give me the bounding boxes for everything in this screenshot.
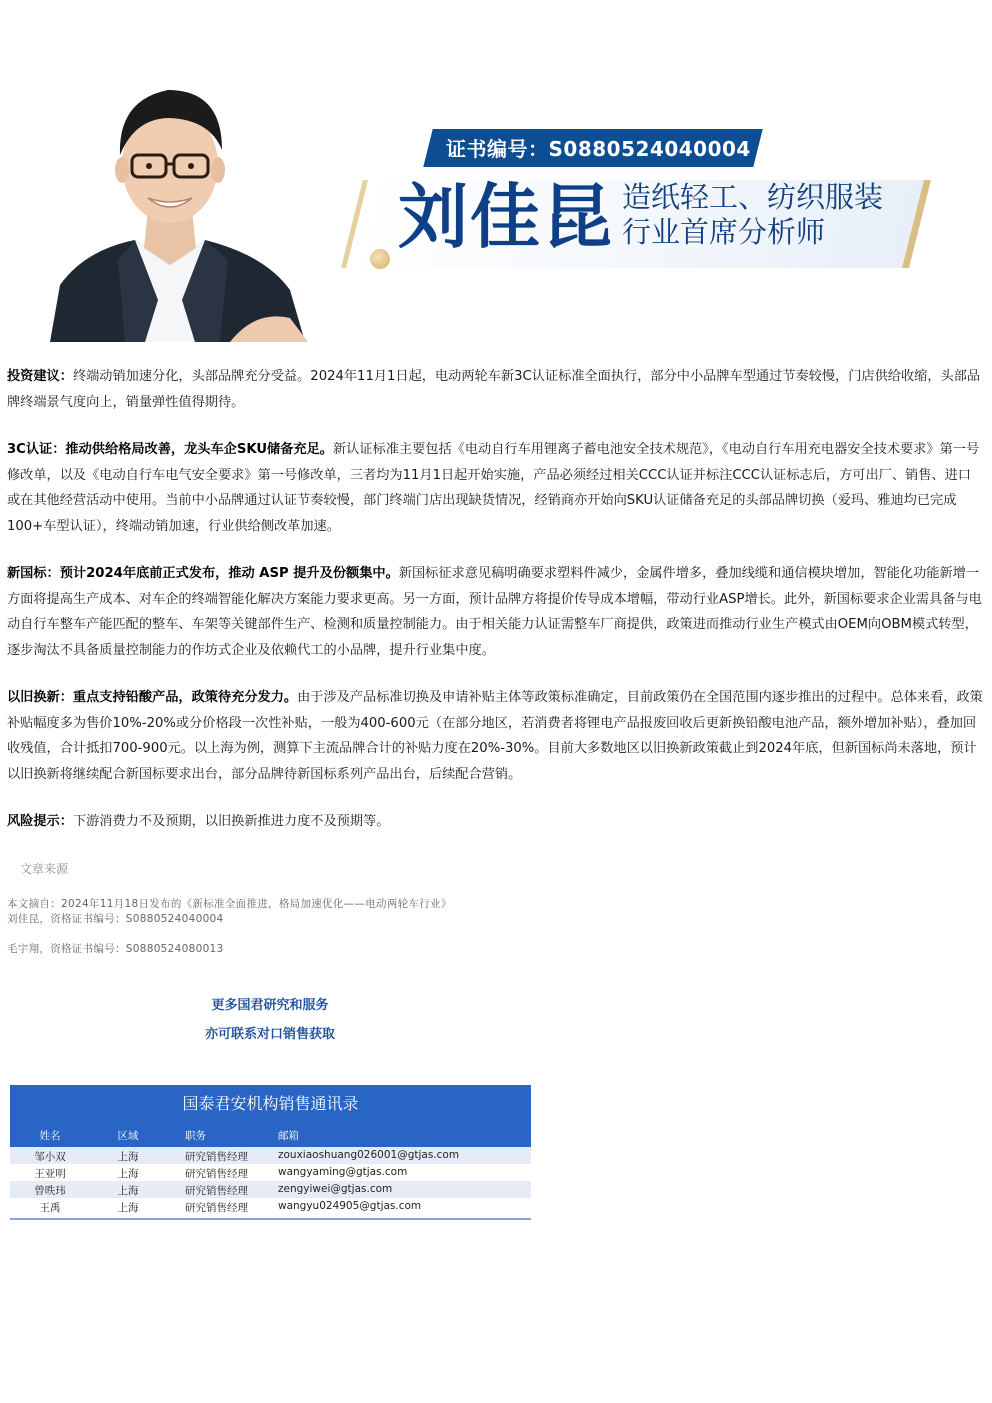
contact-table-title: 国泰君安机构销售通讯录 (10, 1085, 531, 1123)
contact-position: 研究销售经理 (185, 1168, 248, 1180)
contact-position: 研究销售经理 (185, 1151, 248, 1163)
section-body: 终端动销加速分化，头部品牌充分受益。2024年11月1日起，电动两轮车新3C认证标准全面执行，部分中小品牌车型通过节奏较慢，门店供给收缩，头部品牌终端景气度向上，销量弹性值得期待。 (7, 369, 981, 410)
section-body: 由于涉及产品标准切换及申请补贴主体等政策标准确定，目前政策仍在全国范围内逐步推出的过程中。总体来看，政策补贴幅度多为售价10%-20%或分价格段一次性补贴，一般为400-600元（在部分地区，若消费者将锂电产品报废回收后更新换铅酸电池产品，额外增加补贴），叠加回收残值，合计抵扣700-900元。以上海为例，测算下主流品牌合计的补贴力度在20%-30%。目前大多数地区以旧换新政策截止到2024年底，但新国标尚未落地，预计以旧换新将继续配合新国标要求出台，部分品牌待新国标系列产品出台，后续配合营销。 (7, 690, 983, 782)
contact-position: 研究销售经理 (185, 1185, 248, 1197)
table-row (10, 1198, 531, 1215)
contact-email[interactable]: zengyiwei@gtjas.com (278, 1183, 393, 1195)
contact-sales-link[interactable]: 亦可联系对口销售获取 (204, 1027, 335, 1042)
analyst-title-line1: 造纸轻工、纺织服装 (622, 180, 884, 214)
contact-name: 曾昳玮 (34, 1185, 66, 1197)
section-trade-in (7, 685, 983, 787)
contact-region: 上海 (117, 1151, 139, 1163)
section-heading: 新国标：预计2024年底前正式发布，推动 ASP 提升及份额集中。 (7, 566, 399, 581)
contact-table-header (10, 1123, 531, 1147)
section-heading: 投资建议： (7, 369, 73, 384)
contact-name: 王亚明 (34, 1168, 66, 1180)
section-risk-warning (7, 809, 983, 835)
contact-region: 上海 (117, 1168, 139, 1180)
analyst-portrait (40, 60, 312, 342)
analyst-name: 刘佳昆 (398, 175, 614, 258)
section-body: 新认证标准主要包括《电动自行车用锂离子蓄电池安全技术规范》，《电动自行车用充电器安全技术要求》第一号修改单，以及《电动自行车电气安全要求》第一号修改单，三者均为11月1日起开始实施，产品必须经过相关CCC认证并标注CCC认证标志后，方可出厂、销售、进口或在其他经营活动中使用。当前中小品牌通过认证节奏较慢，部门终端门店出现缺货情况，经销商亦开始向SKU认证储备充足的头部品牌切换（爱玛、雅迪均已完成100+车型认证），终端动销加速，行业供给侧改革加速。 (7, 442, 980, 534)
section-body: 新国标征求意见稿明确要求塑料件减少，金属件增多，叠加线缆和通信模块增加，智能化功能新增一方面将提高生产成本、对车企的终端智能化解决方案能力要求更高。另一方面，预计品牌方将提价传导成本增幅，带动行业ASP增长。此外，新国标要求企业需具备与电动自行车整车产能匹配的整车、车架等关键部件生产、检测和质量控制能力。由于相关能力认证需整车厂商提供，政策进而推动行业生产模式由OEM向OBM模式转型，逐步淘汰不具备质量控制能力的作坊式企业及依赖代工的小品牌，提升行业集中度。 (7, 566, 982, 658)
table-row (10, 1164, 531, 1181)
certificate-number: 证书编号：S0880524040004 (446, 137, 751, 161)
column-header-name: 姓名 (39, 1130, 61, 1142)
section-3c-certification (7, 437, 983, 539)
contact-email[interactable]: zouxiaoshuang026001@gtjas.com (278, 1149, 460, 1161)
contact-name: 邹小双 (34, 1151, 66, 1163)
gold-dot-decoration (370, 249, 390, 269)
table-row (10, 1181, 531, 1198)
section-body: 下游消费力不及预期，以旧换新推进力度不及预期等。 (72, 814, 390, 829)
contact-email[interactable]: wangyu024905@gtjas.com (278, 1200, 422, 1212)
contact-region: 上海 (117, 1185, 139, 1197)
table-bottom-rule (10, 1218, 531, 1220)
table-row (10, 1147, 531, 1164)
contact-email[interactable]: wangyaming@gtjas.com (278, 1166, 408, 1178)
analyst-banner (0, 0, 992, 345)
analyst-title-line2: 行业首席分析师 (622, 215, 826, 249)
column-header-email: 邮箱 (278, 1130, 299, 1142)
column-header-position: 职务 (185, 1130, 206, 1142)
section-heading: 以旧换新：重点支持铅酸产品，政策待充分发力。 (7, 690, 298, 705)
section-heading: 风险提示： (7, 814, 73, 829)
sales-contact-table (10, 1085, 531, 1215)
section-new-national-standard (7, 561, 983, 663)
more-research-link[interactable]: 更多国君研究和服务 (211, 998, 329, 1013)
source-excerpt-line: 本文摘自：2024年11月18日发布的《新标准全面推进，格局加速优化——电动两轮车行业》 (7, 898, 452, 910)
source-coauthor-line: 毛宇翔，资格证书编号：S0880524080013 (7, 943, 224, 955)
column-header-region: 区域 (117, 1130, 139, 1142)
source-analyst-line: 刘佳昆，资格证书编号：S0880524040004 (7, 913, 224, 925)
section-investment-advice (7, 364, 983, 415)
contact-name: 王禹 (39, 1202, 61, 1214)
contact-region: 上海 (117, 1202, 139, 1214)
section-heading: 3C认证：推动供给格局改善，龙头车企SKU储备充足。 (7, 442, 333, 457)
article-source-label: 文章来源 (20, 862, 69, 876)
contact-position: 研究销售经理 (185, 1202, 248, 1214)
